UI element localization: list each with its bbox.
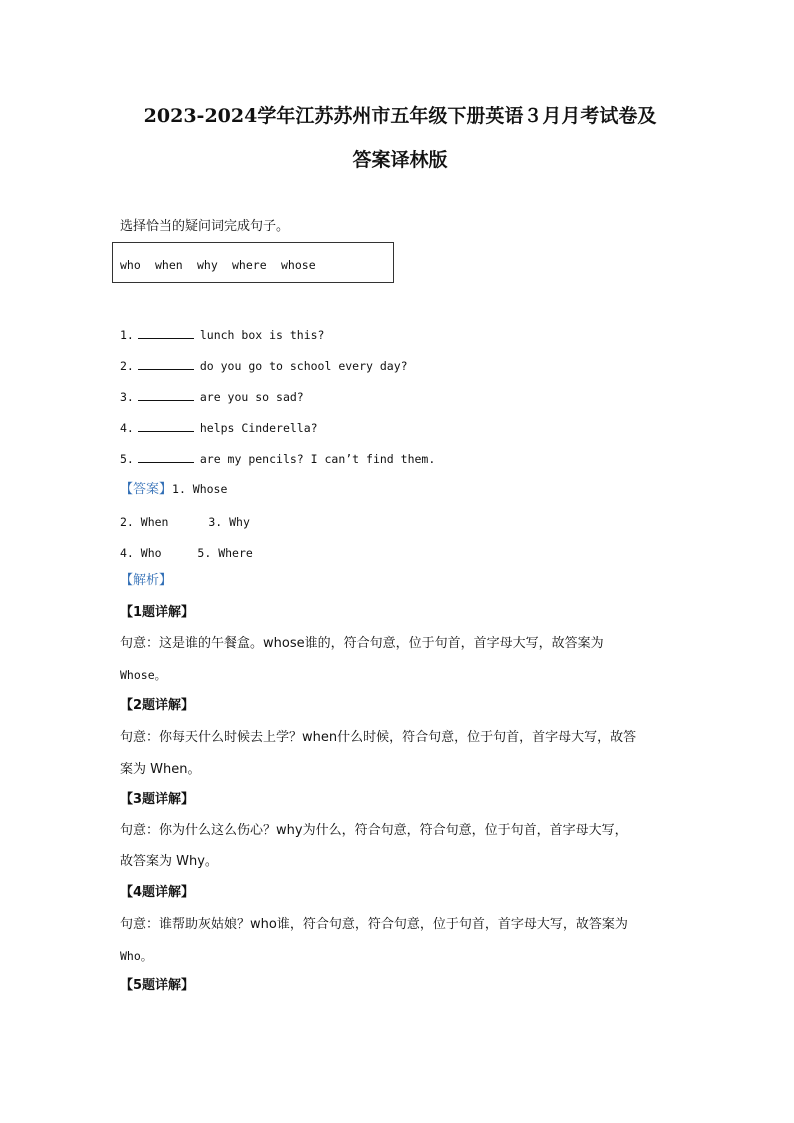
word-option: when — [155, 258, 183, 272]
question-text: lunch box is this? — [199, 328, 325, 342]
question-3 — [120, 388, 304, 406]
question-number: 3. — [120, 390, 134, 404]
detail-heading-3: 【3题详解】 — [120, 792, 195, 807]
question-number: 5. — [120, 452, 134, 466]
answer-blank — [138, 388, 194, 401]
answer-blank — [138, 450, 194, 463]
detail-4-line-1: 句意：谁帮助灰姑娘？who谁，符合句意，符合句意，位于句首，首字母大写，故答案为 — [120, 917, 628, 932]
answer-blank — [138, 326, 194, 339]
answer-5: 5. Where — [197, 546, 253, 560]
document-title-line-1: 2023-2024学年江苏苏州市五年级下册英语３月月考试卷及 — [143, 105, 657, 127]
question-text: do you go to school every day? — [199, 359, 408, 373]
answer-line-3 — [120, 544, 253, 562]
detail-2-line-2: 案为 When。 — [120, 762, 201, 777]
question-number: 2. — [120, 359, 134, 373]
answer-label: 【答案】 — [120, 482, 173, 497]
question-text: are you so sad? — [199, 390, 304, 404]
answer-line-1 — [120, 480, 227, 499]
question-1 — [120, 326, 324, 344]
word-option: whose — [281, 258, 316, 272]
answer-4: 4. Who — [120, 546, 162, 560]
question-4 — [120, 419, 318, 437]
question-number: 4. — [120, 421, 134, 435]
word-option: where — [232, 258, 267, 272]
answer-2: 2. When — [120, 515, 169, 529]
question-number: 1. — [120, 328, 134, 342]
detail-3-line-2: 故答案为 Why。 — [120, 854, 218, 869]
detail-heading-1: 【1题详解】 — [120, 605, 195, 620]
word-option: why — [197, 258, 218, 272]
detail-2-line-1: 句意：你每天什么时候去上学？when什么时候，符合句意，位于句首，首字母大写，故答 — [120, 730, 637, 745]
detail-3-line-1: 句意：你为什么这么伤心？why为什么，符合句意，符合句意，位于句首，首字母大写， — [120, 823, 628, 838]
detail-heading-2: 【2题详解】 — [120, 698, 195, 713]
answer-1: 1. Whose — [172, 482, 228, 496]
word-option: who — [120, 258, 141, 272]
instruction: 选择恰当的疑问词完成句子。 — [120, 219, 290, 234]
detail-1-line-2: Whose。 — [120, 668, 167, 682]
detail-heading-4: 【4题详解】 — [120, 885, 195, 900]
answer-blank — [138, 419, 194, 432]
answer-blank — [138, 357, 194, 370]
detail-1-line-1: 句意：这是谁的午餐盒。whose谁的，符合句意，位于句首，首字母大写，故答案为 — [120, 636, 604, 651]
word-box — [112, 242, 394, 283]
detail-heading-5: 【5题详解】 — [120, 978, 195, 993]
question-2 — [120, 357, 408, 375]
detail-4-line-2: Who。 — [120, 949, 153, 963]
answer-line-2 — [120, 513, 250, 531]
question-text: helps Cinderella? — [199, 421, 318, 435]
question-5 — [120, 450, 435, 468]
answer-3: 3. Why — [208, 515, 250, 529]
document-title-line-2: 答案译林版 — [352, 149, 448, 171]
question-text: are my pencils? I can’t find them. — [199, 452, 436, 466]
analysis-label: 【解析】 — [120, 573, 173, 588]
